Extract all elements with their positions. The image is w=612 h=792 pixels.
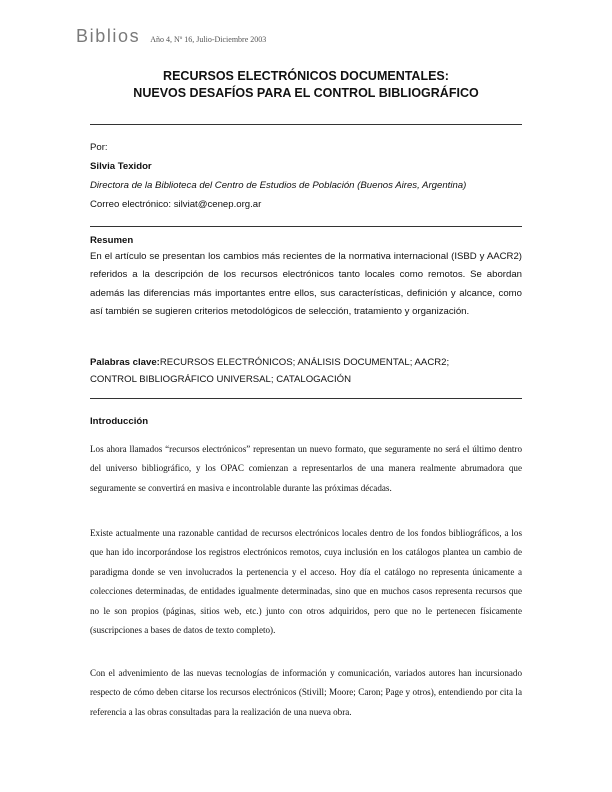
intro-heading: Introducción [90,416,149,427]
author-name: Silvia Texidor [90,161,152,172]
author-affiliation: Directora de la Biblioteca del Centro de Estudios de Población (Buenos Aires, Argentina) [90,180,467,191]
intro-paragraph-2: Existe actualmente una razonable cantidad de recursos electrónicos locales dentro de los fondos bibliográficos, a los que han ido incorporándose los registros electrónicos remotos, cuya inclusión en los catálogos plantea un cambio de paradigma donde se ven involucrados la pertenencia y el acceso. Hoy día el catálogo no representa únicamente a colecciones determinadas, de entidades igualmente determinadas, sino que en muchos casos representa recursos que no le son propios (páginas, sitios web, etc.) junto con otros adquiridos, pero que no le pertenecen físicamente (suscripciones a bases de datos de texto completo). [90,528,522,636]
keywords-line-2: CONTROL BIBLIOGRÁFICO UNIVERSAL; CATALOGACIÓN [90,374,352,385]
intro-paragraph-1: Los ahora llamados “recursos electrónicos” representan un nuevo formato, que seguramente no será el último dentro del universo bibliográfico, y los OPAC comienzan a representarlos de una manera realmente abrumadora que seguramente se convertirá en masiva e incontrolable durante las próximas décadas. [90,444,522,493]
keywords [90,354,522,388]
abstract-text: En el artículo se presentan los cambios más recientes de la normativa internacional (ISBD y AACR2) referidos a la descripción de los recursos electrónicos tanto locales como remotos. Se abordan además las diferencias más importantes entre ellos, sus características, definición y alcance, como así también se sugieren criterios metodológicos de selección, tratamiento y organización. [90,251,522,318]
intro-paragraph-3: Con el advenimiento de las nuevas tecnologías de información y comunicación, variados autores han incursionado respecto de cómo deben citarse los recursos electrónicos (Stivill; Moore; Caron; Page y otros), entendiendo por cita la referencia a las obras consultadas para la realización de una nueva obra. [90,668,522,717]
by-label: Por: [90,142,108,153]
journal-issue: Año 4, Nº 16, Julio-Diciembre 2003 [150,35,267,44]
abstract [90,234,522,322]
author-block [90,138,522,214]
keywords-divider [90,398,522,399]
title-line-1: RECURSOS ELECTRÓNICOS DOCUMENTALES: [163,69,449,83]
article-title [76,68,536,102]
keywords-line-1: RECURSOS ELECTRÓNICOS; ANÁLISIS DOCUMENTAL; AACR2; [159,357,450,368]
title-line-2: NUEVOS DESAFÍOS PARA EL CONTROL BIBLIOGRÁFICO [133,86,479,100]
author-divider [90,226,522,227]
journal-header [76,26,266,47]
author-email: Correo electrónico: silviat@cenep.org.ar [90,199,262,210]
keywords-label: Palabras clave: [90,357,160,368]
title-divider [90,124,522,125]
abstract-heading: Resumen [90,235,134,246]
journal-name: Biblios [76,26,141,46]
